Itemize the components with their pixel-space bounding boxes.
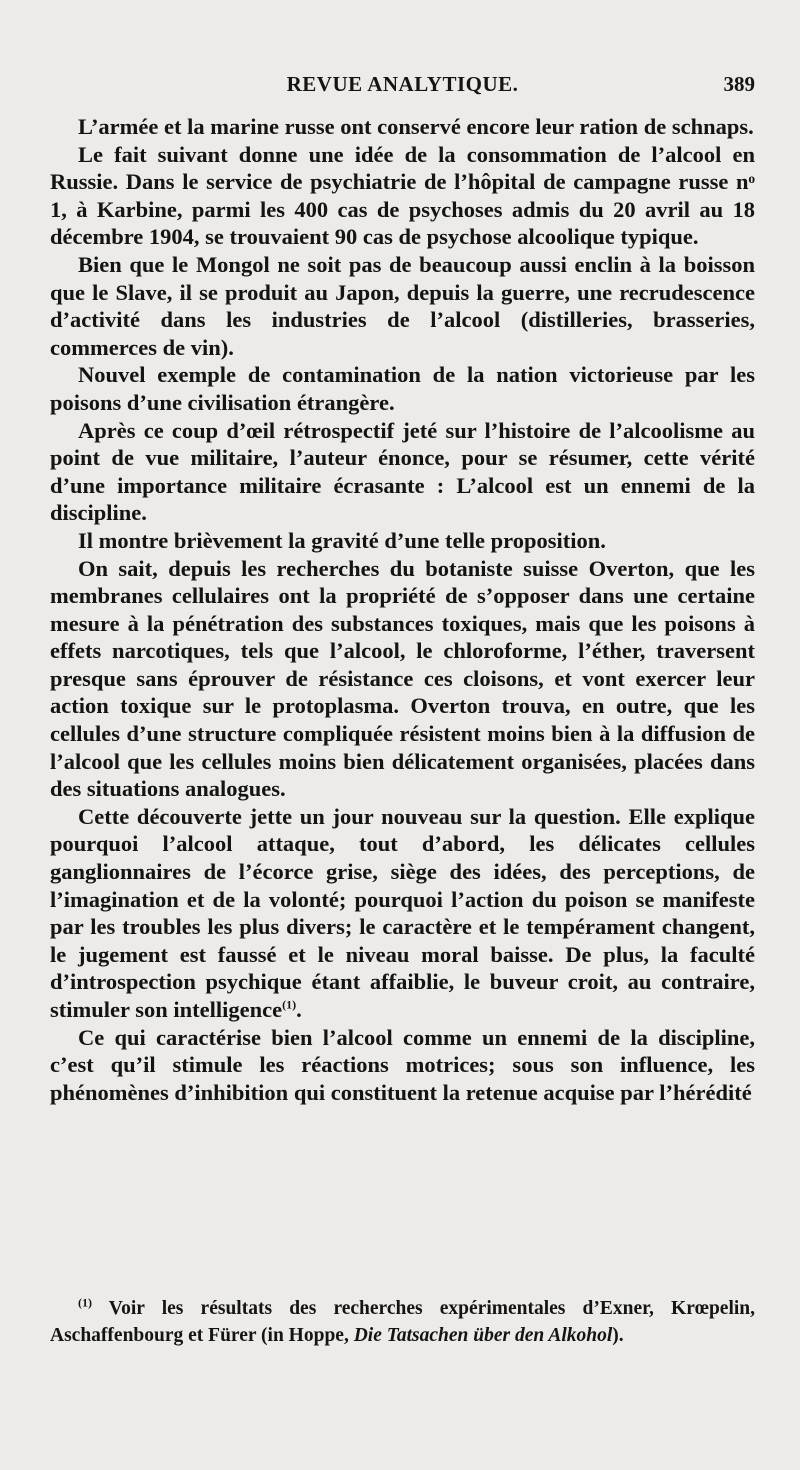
paragraph: Après ce coup d’œil rétrospectif jeté sur l’histoire de l’alcoolisme au point de vue militaire, l’auteur énonce, pour se résumer, cette vérité d’une importance militaire écrasante : L’alcool est un ennemi de la discipline. bbox=[50, 417, 755, 526]
page-header bbox=[50, 72, 755, 98]
paragraph-text: Cette découverte jette un jour nouveau sur la question. Elle explique pourquoi l’alcool attaque, tout d’abord, les délicates cellules ganglionnaires de l’écorce grise, siège des idées, des perceptions, de l’imagination et de la volonté; pourquoi l’action du poison se manifeste par les troubles les plus divers; le caractère et le tempérament changent, le jugement est faussé et le niveau moral baisse. De plus, la faculté d’introspection psychique étant affaiblie, le buveur croit, au contraire, stimuler son intelligence bbox=[50, 803, 755, 1022]
running-title: REVUE ANALYTIQUE. bbox=[286, 72, 519, 96]
paragraph: Le fait suivant donne une idée de la consommation de l’alcool en Russie. Dans le service de psychiatrie de l’hôpital de campagne russe nᵒ 1, à Karbine, parmi les 400 cas de psychoses admis du 20 avril au 18 décembre 1904, se trouvaient 90 cas de psychose alcoolique typique. bbox=[50, 141, 755, 250]
footnote bbox=[50, 1295, 755, 1349]
footnote-text-after: ). bbox=[612, 1325, 624, 1346]
paragraph: Cette découverte jette un jour nouveau sur la question. Elle explique pourquoi l’alcool attaque, tout d’abord, les délicates cellules ganglionnaires de l’écorce grise, siège des idées, des perceptions, de l’imagination et de la volonté; pourquoi l’action du poison se manifeste par les troubles les plus divers; le caractère et le tempérament changent, le jugement est faussé et le niveau moral baisse. De plus, la faculté d’introspection psychique étant affaiblie, le buveur croit, au contraire, stimuler son intelligence$^{(1)}$. bbox=[50, 803, 755, 1022]
footnote-text-before: Voir les résultats des recherches expérimentales d’Exner, Krœpelin, Aschaffenbourg et Fürer (in Hoppe, bbox=[50, 1298, 755, 1346]
footnote-italic-title: Die Tatsachen über den Alkohol bbox=[353, 1325, 613, 1346]
paragraph: Bien que le Mongol ne soit pas de beaucoup aussi enclin à la boisson que le Slave, il se produit au Japon, depuis la guerre, une recrudescence d’activité dans les industries de l’alcool (distilleries, brasseries, commerces de vin). bbox=[50, 251, 755, 360]
body-text bbox=[50, 113, 755, 1106]
footnote-marker: (1) bbox=[78, 1295, 92, 1310]
footnote-reference: (1) bbox=[282, 997, 297, 1012]
paragraph: Ce qui caractérise bien l’alcool comme un ennemi de la discipline, c’est qu’il stimule les réactions motrices; sous son influence, les phénomènes d’inhibition qui constituent la retenue acquise par l’hérédité bbox=[50, 1024, 755, 1105]
paragraph: Il montre brièvement la gravité d’une telle proposition. bbox=[78, 527, 606, 553]
paragraph: L’armée et la marine russe ont conservé encore leur ration de schnaps. bbox=[78, 114, 754, 139]
paragraph: Nouvel exemple de contamination de la nation victorieuse par les poisons d’une civilisation étrangère. bbox=[50, 362, 755, 415]
footnote-text bbox=[50, 1295, 755, 1349]
paragraph: On sait, depuis les recherches du botaniste suisse Overton, que les membranes cellulaires ont la propriété de s’opposer dans une certaine mesure à la pénétration des substances toxiques, mais que les poisons à effets narcotiques, tels que l’alcool, le chloroforme, l’éther, traversent presque sans éprouver de résistance ces cloisons, et vont exercer leur action toxique sur le protoplasma. Overton trouva, en outre, que les cellules d’une structure compliquée résistent moins bien à la diffusion de l’alcool que les cellules moins bien délicatement organisées, placées dans des situations analogues. bbox=[50, 555, 755, 802]
page-number: 389 bbox=[723, 72, 755, 96]
